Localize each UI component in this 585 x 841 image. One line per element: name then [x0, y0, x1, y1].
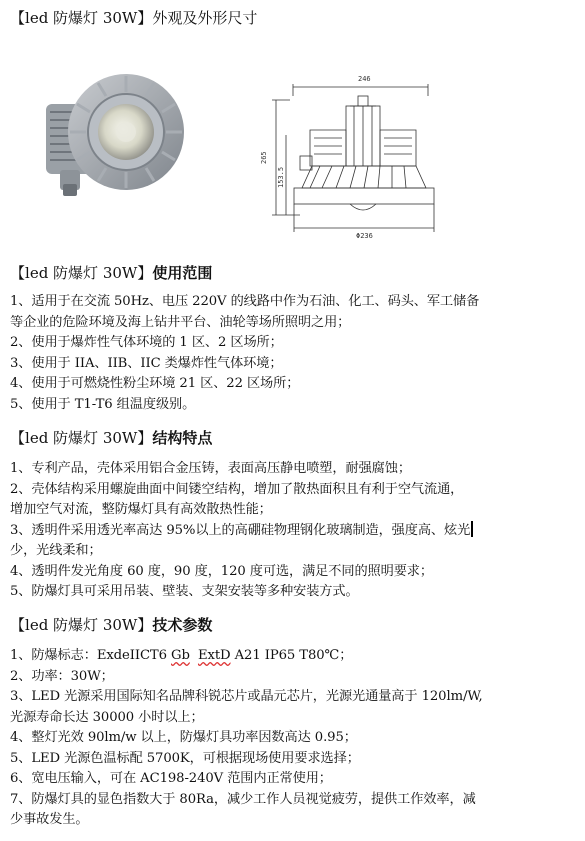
- bracket-open: 【: [10, 616, 26, 634]
- section-title: 使用范围: [152, 264, 213, 282]
- text-cursor: [471, 521, 473, 537]
- structure-line: 2、壳体结构采用螺旋曲面中间镂空结构，增加了散热面积且有利于空气流通，: [10, 481, 464, 497]
- specs-line: [10, 646, 572, 667]
- scope-line: 1、适用于在交流 50Hz、电压 220V 的线路中作为石油、化工、码头、军工储备: [10, 294, 480, 309]
- bracket-close: 】: [137, 264, 153, 282]
- product-name: led 防爆灯 30W: [25, 429, 138, 447]
- section-heading-structure: [10, 428, 212, 448]
- section-heading-appearance: [10, 8, 257, 28]
- specs-line: 3、LED 光源采用国际知名品牌科锐芯片或晶元芯片，光源光通量高于 120lm/W,: [10, 689, 483, 704]
- section-heading-specs: [10, 615, 212, 635]
- bracket-close: 】: [137, 429, 153, 447]
- section-title: 结构特点: [152, 429, 213, 447]
- specs-line: 7、防爆灯具的显色指数大于 80Ra，减少工作人员视觉疲劳，提供工作效率，减: [10, 791, 476, 807]
- structure-line: 增加空气对流，整防爆灯具有高效散热性能；: [10, 502, 272, 517]
- product-name: led 防爆灯 30W: [25, 9, 138, 27]
- specs-line: 4、整灯光效 90lm/w 以上，防爆灯具功率因数高达 0.95；: [10, 730, 357, 745]
- section-title: 技术参数: [152, 616, 213, 634]
- product-photo: [38, 66, 188, 201]
- bracket-open: 【: [10, 9, 26, 27]
- scope-line: 4、使用于可燃烧性粉尘环境 21 区、22 区场所；: [10, 376, 300, 391]
- ex-mark-gb: Gb: [171, 648, 190, 663]
- specs-line: 少事故发生。: [10, 812, 89, 827]
- structure-line-text: 3、透明件采用透光率高达 95%以上的高硼硅物理钢化玻璃制造，强度高、炫光: [10, 522, 471, 538]
- structure-line: 1、专利产品，壳体采用铝合金压铸，表面高压静电喷塑，耐强腐蚀；: [10, 461, 411, 476]
- height-dimension-label: 265: [260, 151, 268, 164]
- diameter-dimension-label: Φ236: [356, 232, 373, 240]
- bracket-open: 【: [10, 429, 26, 447]
- bracket-close: 】: [137, 616, 153, 634]
- width-dimension-label: 246: [358, 75, 371, 83]
- scope-line: 2、使用于爆炸性气体环境的 1 区、2 区场所；: [10, 335, 283, 350]
- structure-line: [10, 521, 572, 542]
- section-title: 外观及外形尺寸: [152, 9, 258, 27]
- scope-list: [10, 292, 572, 415]
- bracket-close: 】: [137, 9, 153, 27]
- ex-mark-gap: [190, 648, 198, 663]
- bracket-open: 【: [10, 264, 26, 282]
- section-heading-scope: [10, 263, 212, 283]
- specs-line: 光源寿命长达 30000 小时以上；: [10, 709, 204, 725]
- specs-line: 6、宽电压输入，可在 AC198-240V 范围内正常使用；: [10, 771, 332, 786]
- mid-dimension-label: 153.5: [277, 166, 285, 188]
- scope-line: 5、使用于 T1-T6 组温度级别。: [10, 396, 196, 412]
- ex-mark-prefix: 1、防爆标志：ExdeIICT6: [10, 648, 172, 663]
- specs-line: 2、功率：30W；: [10, 668, 114, 684]
- structure-line: 4、透明件发光角度 60 度，90 度，120 度可选，满足不同的照明要求；: [10, 563, 433, 579]
- product-name: led 防爆灯 30W: [25, 616, 138, 634]
- structure-line: 5、防爆灯具可采用吊装、壁装、支架安装等多种安装方式。: [10, 584, 359, 599]
- specs-line: 5、LED 光源色温标配 5700K，可根据现场使用要求选择；: [10, 750, 360, 766]
- structure-list: [10, 459, 572, 603]
- ex-mark-extd: ExtD: [197, 648, 231, 663]
- ex-mark-suffix: A21 IP65 T80℃；: [230, 648, 353, 663]
- scope-line: 等企业的危险环境及海上钻井平台、油轮等场所照明之用；: [10, 314, 351, 330]
- product-name: led 防爆灯 30W: [25, 264, 138, 282]
- structure-line: 少，光线柔和；: [10, 543, 102, 558]
- specs-list: [10, 646, 572, 831]
- dimension-drawing: [250, 60, 450, 255]
- scope-line: 3、使用于 IIA、IIB、IIC 类爆炸性气体环境；: [10, 355, 283, 371]
